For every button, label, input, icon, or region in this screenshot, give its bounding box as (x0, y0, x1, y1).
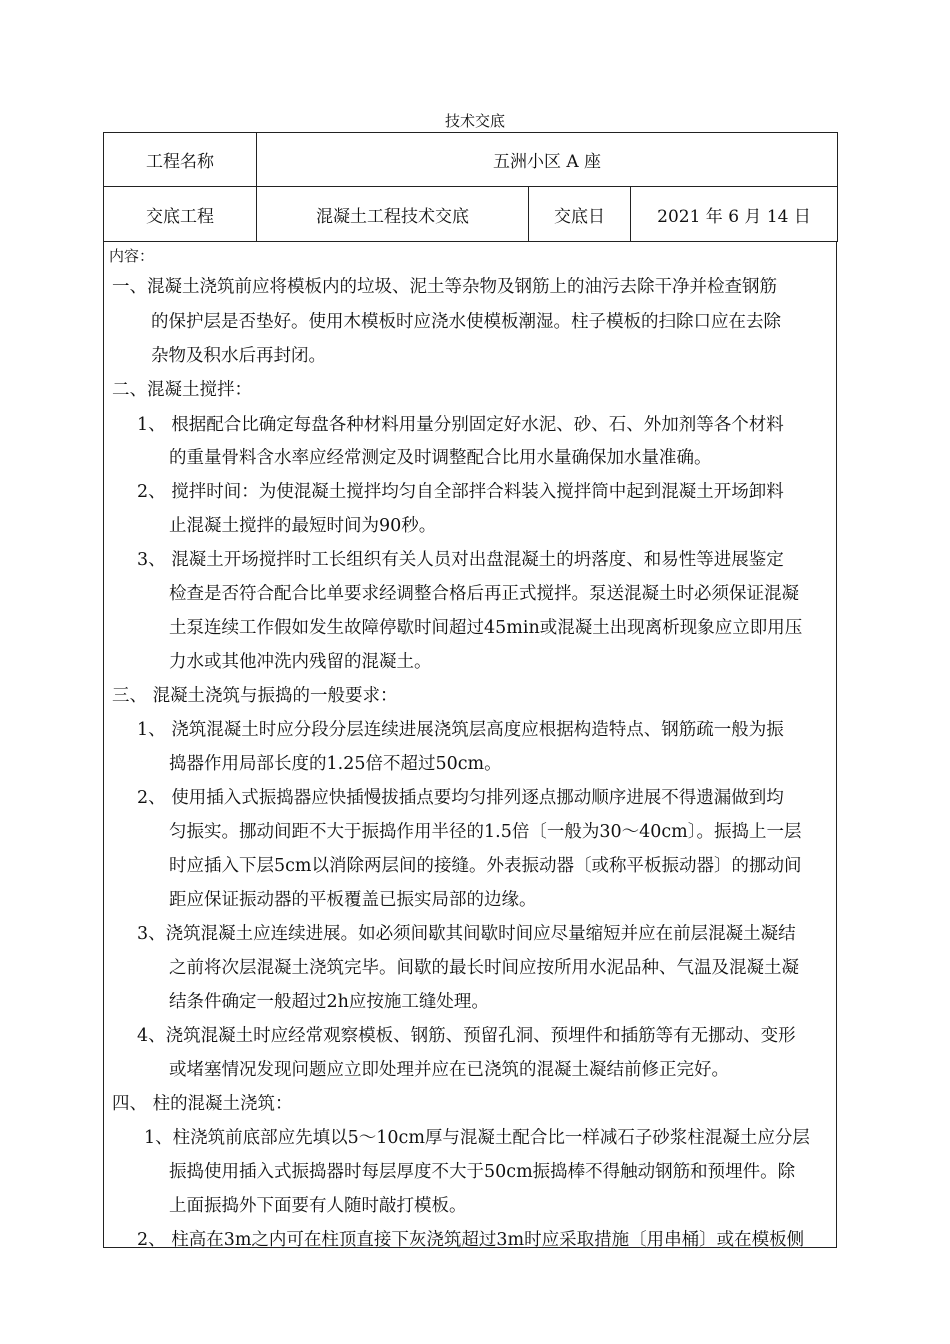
content-line: 1、 根据配合比确定每盘各种材料用量分别固定好水泥、砂、石、外加剂等各个材料 (137, 415, 784, 435)
content-line: 4、浇筑混凝土时应经常观察模板、钢筋、预留孔洞、预埋件和插筋等有无挪动、变形 (137, 1026, 796, 1046)
project-name-label: 工程名称 (104, 133, 257, 187)
content-line: 或堵塞情况发现问题应立即处理并应在已浇筑的混凝土凝结前修正完好。 (169, 1060, 729, 1080)
header-table (103, 132, 838, 242)
disclosure-item-label: 交底工程 (104, 187, 257, 242)
content-line: 的保护层是否垫好。使用木模板时应浇水使模板潮湿。柱子模板的扫除口应在去除 (151, 312, 781, 332)
content-line: 一、混凝土浇筑前应将模板内的垃圾、泥土等杂物及钢筋上的油污去除干净并检查钢筋 (112, 277, 777, 297)
content-line: 之前将次层混凝土浇筑完毕。间歇的最长时间应按所用水泥品种、气温及混凝土凝 (169, 958, 799, 978)
content-line: 杂物及积水后再封闭。 (151, 346, 326, 366)
content-line: 时应插入下层5cm以消除两层间的接缝。外表振动器〔或称平板振动器〕的挪动间 (169, 856, 802, 876)
content-line: 1、 浇筑混凝土时应分段分层连续进展浇筑层高度应根据构造特点、钢筋疏一般为振 (137, 720, 784, 740)
content-line: 止混凝土搅拌的最短时间为90秒。 (169, 516, 437, 536)
content-line: 振捣使用插入式振捣器时每层厚度不大于50cm振捣棒不得触动钢筋和预埋件。除 (169, 1162, 796, 1182)
disclosure-item-value: 混凝土工程技术交底 (257, 187, 529, 242)
content-label: 内容： (109, 247, 155, 265)
content-line: 2、 搅拌时间：为使混凝土搅拌均匀自全部拌合料装入搅拌筒中起到混凝土开场卸料 (137, 482, 784, 502)
disclosure-date-value: 2021 年 6 月 14 日 (631, 187, 838, 242)
content-line: 检查是否符合配合比单要求经调整合格后再正式搅拌。泵送混凝土时必须保证混凝 (169, 584, 799, 604)
content-line: 二、混凝土搅拌： (112, 380, 252, 400)
content-line: 上面振捣外下面要有人随时敲打模板。 (169, 1196, 467, 1216)
project-name-value: 五洲小区 A 座 (257, 133, 838, 187)
header-row-project (104, 133, 838, 187)
content-line: 四、 柱的混凝土浇筑： (112, 1094, 293, 1114)
header-row-item (104, 187, 838, 242)
content-line: 距应保证振动器的平板覆盖已振实局部的边缘。 (169, 890, 537, 910)
disclosure-date-label: 交底日 (529, 187, 631, 242)
content-line: 的重量骨料含水率应经常测定及时调整配合比用水量确保加水量准确。 (169, 448, 712, 468)
content-line: 捣器作用局部长度的1.25倍不超过50cm。 (169, 754, 502, 774)
content-line: 1、柱浇筑前底部应先填以5～10cm厚与混凝土配合比一样减石子砂浆柱混凝土应分层 (144, 1128, 810, 1148)
content-line: 结条件确定一般超过2h应按施工缝处理。 (169, 992, 489, 1012)
content-line: 2、 使用插入式振捣器应快插慢拔插点要均匀排列逐点挪动顺序进展不得遗漏做到均 (137, 788, 784, 808)
content-line: 匀振实。挪动间距不大于振捣作用半径的1.5倍〔一般为30～40cm〕。振捣上一层 (169, 822, 802, 842)
content-line: 力水或其他冲洗内残留的混凝土。 (169, 652, 432, 672)
document-title: 技术交底 (444, 112, 505, 130)
content-line: 3、浇筑混凝土应连续进展。如必须间歇其间歇时间应尽量缩短并应在前层混凝土凝结 (137, 924, 796, 944)
content-line: 土泵连续工作假如发生故障停歇时间超过45min或混凝土出现离析现象应立即用压 (169, 618, 803, 638)
content-line: 2、 柱高在3m之内可在柱顶直接下灰浇筑超过3m时应采取措施〔用串桶〕或在模板侧 (137, 1230, 805, 1248)
content-line: 三、 混凝土浇筑与振捣的一般要求： (112, 686, 398, 706)
content-line: 3、 混凝土开场搅拌时工长组织有关人员对出盘混凝土的坍落度、和易性等进展鉴定 (137, 550, 784, 570)
content-box (103, 242, 837, 1248)
